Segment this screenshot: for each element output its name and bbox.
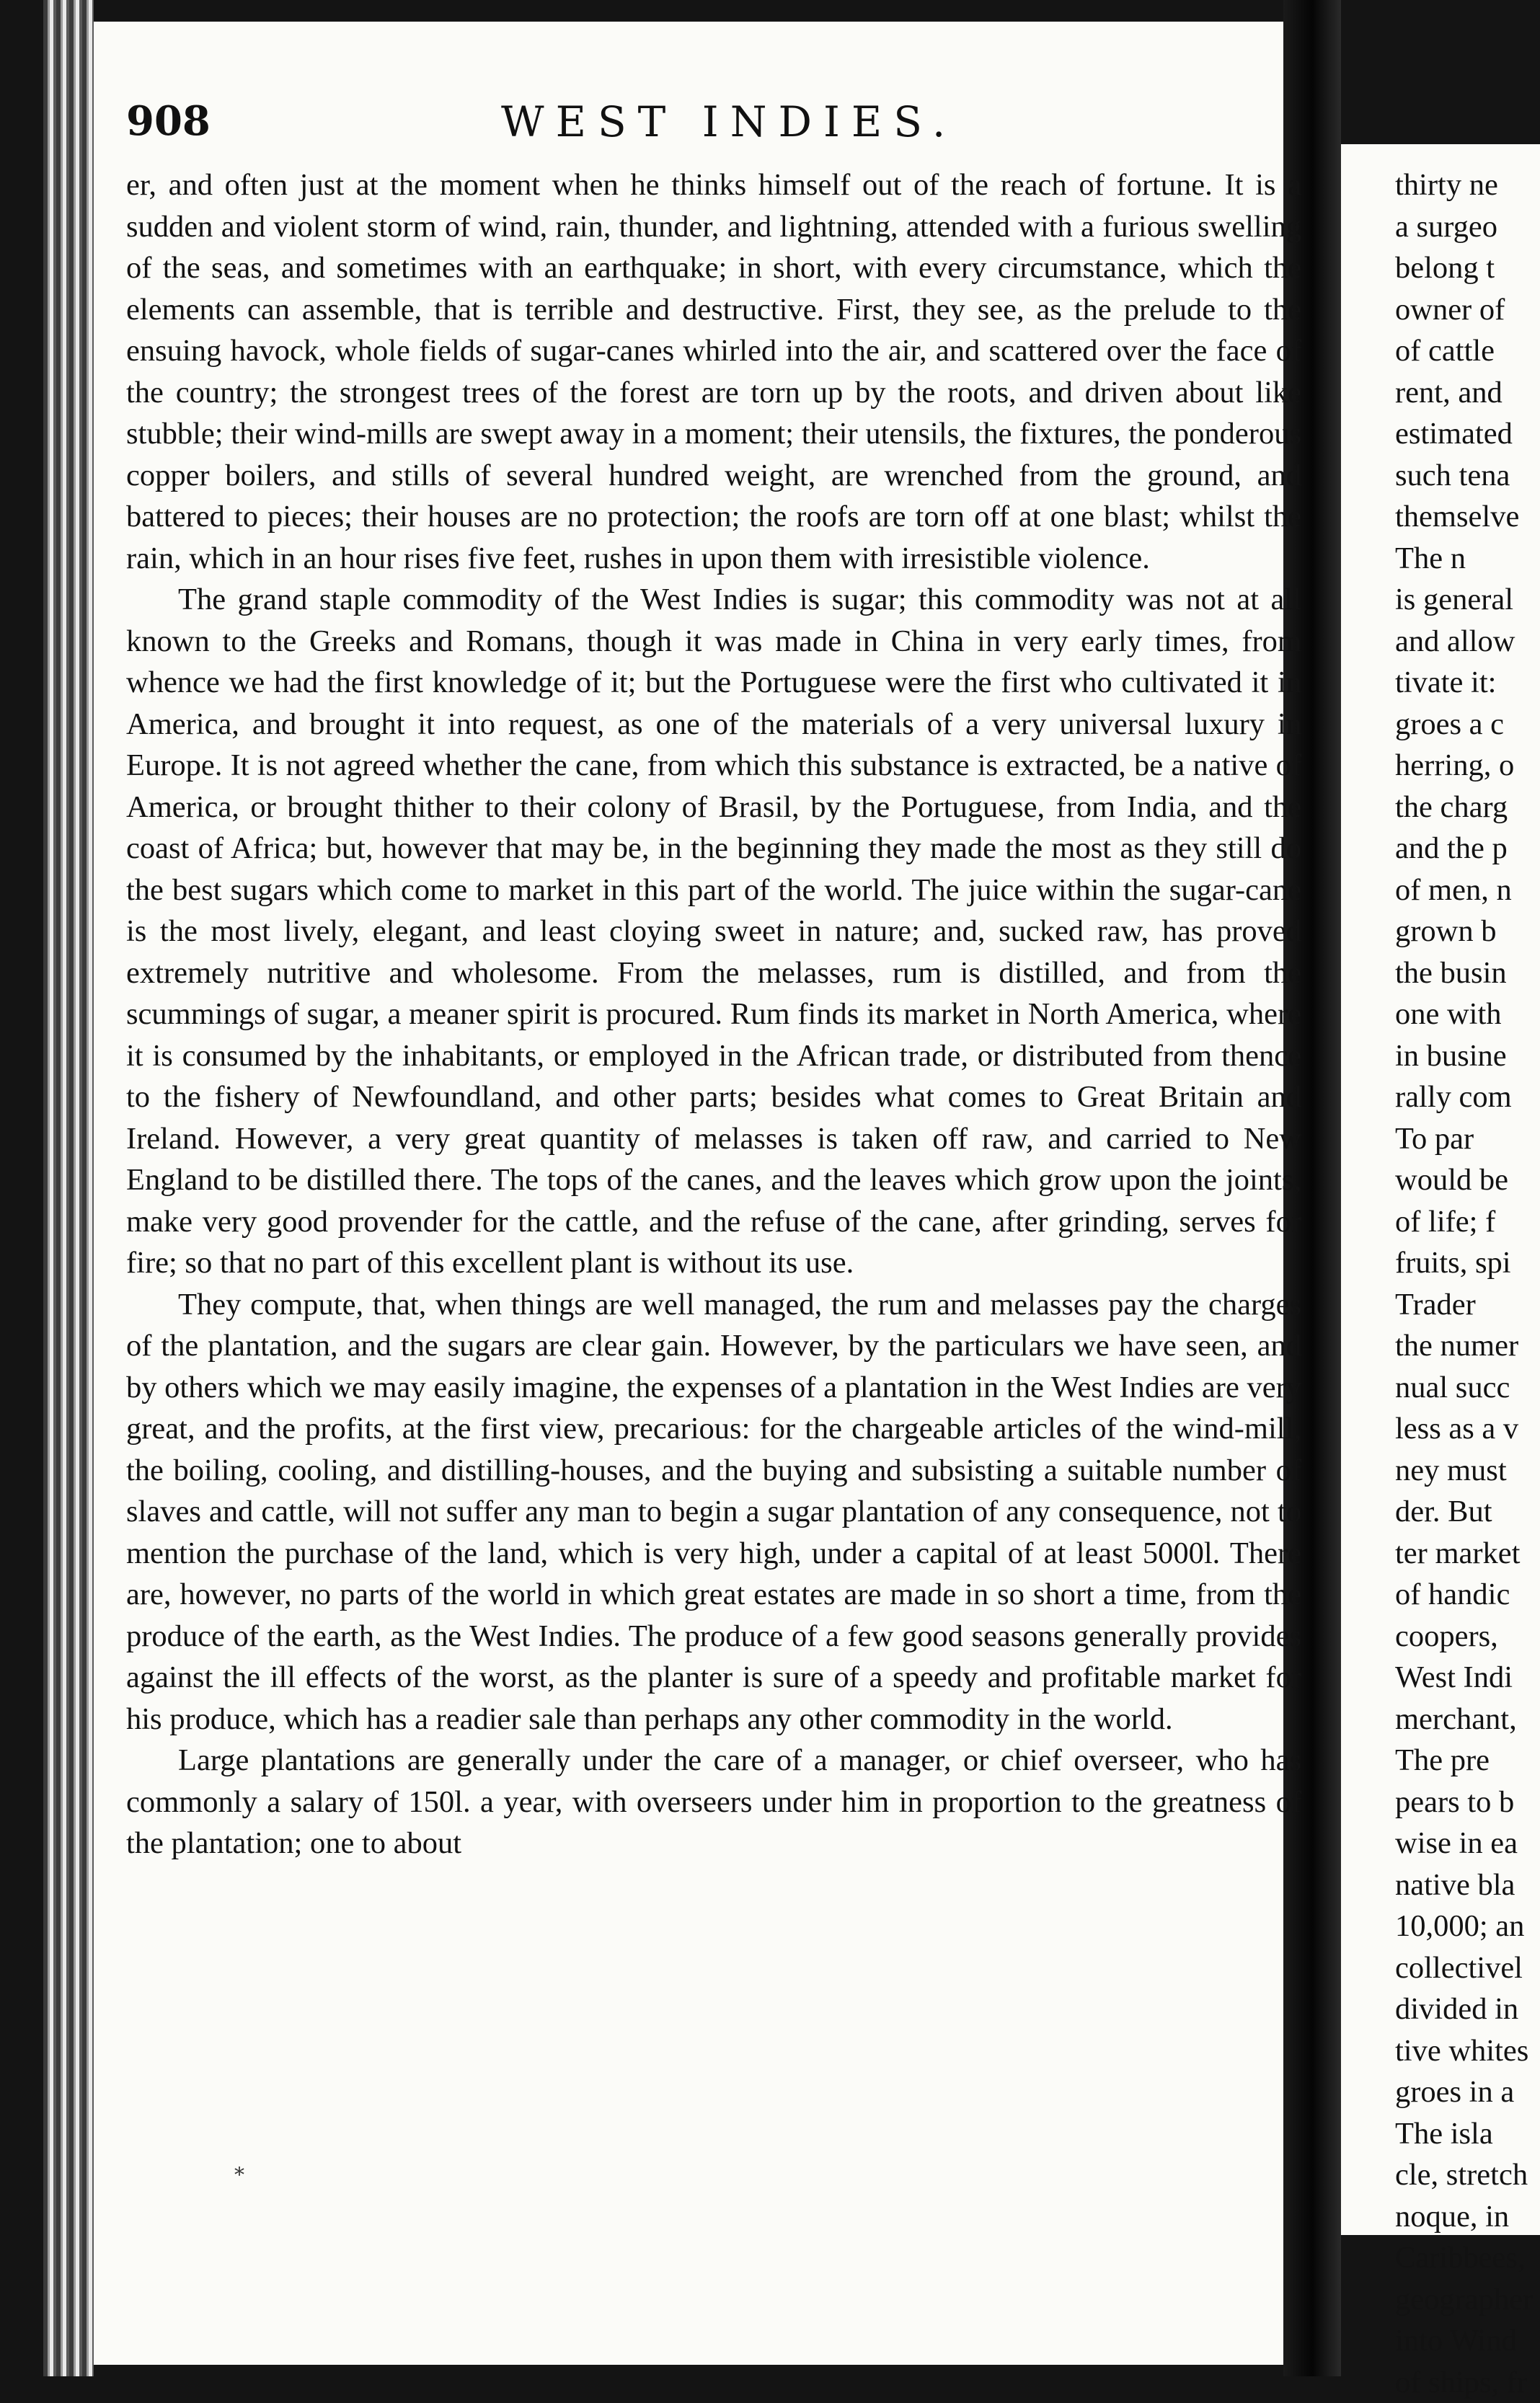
right-page-line: geographer — [1395, 2279, 1540, 2321]
right-page-line: estimated — [1395, 413, 1540, 455]
right-page-line: merchant, — [1395, 1699, 1540, 1740]
right-page-line: of men, n — [1395, 869, 1540, 911]
footer-mark: * — [234, 2163, 244, 2187]
right-page-line: into Wind — [1395, 2320, 1540, 2362]
right-page-line: grown b — [1395, 911, 1540, 952]
running-head — [126, 97, 1280, 155]
right-page-line: der. But — [1395, 1491, 1540, 1533]
running-title: WEST INDIES. — [501, 97, 957, 146]
right-page-line: native bla — [1395, 1864, 1540, 1906]
right-page-line: tivate it: — [1395, 662, 1540, 704]
right-page-line: belong t — [1395, 247, 1540, 289]
paragraph-profits: They compute, that, when things are well managed, the rum and melasses pay the charges of the plantation, and the sugars are clear gain. However, by the particulars we have seen, and by others which we may easily imagine, the expenses of a plantation in the West Indies are very great, and the profits, at the first view, precarious: for the chargeable articles of the wind-mill, the boiling, cooling, and distilling-houses, and the buying and subsisting a suitable number of slaves and cattle, will not suffer any man to begin a sugar plantation of any consequence, not to mention the purchase of the land, which is very high, under a capital of at least 5000l. There are, however, no parts of the world in which great estates are made in so short a time, from the produce of the earth, as the West Indies. The produce of a few good seasons generally provides against the ill effects of the worst, as the planter is sure of a speedy and profitable market for his produce, which has a readier sale than perhaps any other commodity in the world. — [126, 1284, 1301, 1740]
right-page-text-fragments — [1395, 164, 1540, 2403]
right-page-line: coopers, — [1395, 1616, 1540, 1658]
right-page-line: herring, o — [1395, 745, 1540, 787]
right-page-line: of ships, fr — [1395, 2362, 1540, 2403]
paragraph-sugar: The grand staple commodity of the West Indies is sugar; this commodity was not at all known to the Greeks and Romans, though it was made in China in very early times, from whence we had the first knowledge of it; but the Portuguese were the first who cultivated it in America, and brought it into request, as one of the materials of a very universal luxury in Europe. It is not agreed whether the cane, from which this substance is extracted, be a native of America, or brought thither to their colony of Brasil, by the Portuguese, from India, and the coast of Africa; but, however that may be, in the beginning they made the most as they still do the best sugars which come to market in this part of the world. The juice within the sugar-cane is the most lively, elegant, and least cloying sweet in nature; and, sucked raw, has proved extremely nutritive and wholesome. From the melasses, rum is distilled, and from the scummings of sugar, a meaner spirit is procured. Rum finds its market in North America, where it is consumed by the inhabitants, or employed in the African trade, or distributed from thence to the fishery of Newfoundland, and other parts; besides what comes to Great Britain and Ireland. However, a very great quantity of melasses is taken off raw, and carried to New England to be distilled there. The tops of the canes, and the leaves which grow upon the joints, make very good provender for the cattle, and the refuse of the cane, after grinding, serves for fire; so that no part of this excellent plant is without its use. — [126, 579, 1301, 1284]
right-page-line: of life; f — [1395, 1201, 1540, 1243]
right-page-line: one with — [1395, 993, 1540, 1035]
right-page-line: West Indi — [1395, 1657, 1540, 1699]
right-page-line: would be — [1395, 1159, 1540, 1201]
right-page-line: of cattle — [1395, 330, 1540, 372]
right-page-line: owner of — [1395, 289, 1540, 331]
paragraph-hurricane: er, and often just at the moment when he thinks himself out of the reach of fortune. It is a sudden and violent storm of wind, rain, thunder, and lightning, attended with a furious swelling of the seas, and sometimes with an earthquake; in short, with every circumstance, which the elements can assemble, that is terrible and destructive. First, they see, as the prelude to the ensuing havock, whole fields of sugar-canes whirled into the air, and scattered over the face of the country; the strongest trees of the forest are torn up by the roots, and driven about like stubble; their wind-mills are swept away in a moment; their utensils, the fixtures, the ponderous copper boilers, and stills of several hundred weight, are wrenched from the ground, and battered to pieces; their houses are no protection; the roofs are torn off at one blast; whilst the rain, which in an hour rises five feet, rushes in upon them with irresistible violence. — [126, 164, 1301, 579]
right-page-line: Trader — [1395, 1284, 1540, 1326]
right-page-line: ter market — [1395, 1533, 1540, 1575]
right-page-line: the busin — [1395, 952, 1540, 994]
right-page-line: such tena — [1395, 455, 1540, 497]
right-page-line: and the p — [1395, 828, 1540, 869]
right-page-line: groes in a — [1395, 2071, 1540, 2113]
right-page-line: a surgeo — [1395, 206, 1540, 248]
paragraph-plantations: Large plantations are generally under the care of a manager, or chief overseer, who has commonly a salary of 150l. a year, with overseers under him in proportion to the greatness of the plantation; one to about — [126, 1740, 1301, 1864]
right-page-line: wise in ea — [1395, 1823, 1540, 1864]
right-page-line: tive whites — [1395, 2030, 1540, 2072]
right-page-line: ney must — [1395, 1450, 1540, 1492]
right-page-line: rally com — [1395, 1076, 1540, 1118]
right-page-line: rent, and — [1395, 372, 1540, 414]
right-page-line: divided in — [1395, 1988, 1540, 2030]
page-edges — [43, 0, 94, 2376]
right-page-line: pears to b — [1395, 1782, 1540, 1823]
right-page-line: themselve — [1395, 496, 1540, 538]
right-page-line: To par — [1395, 1118, 1540, 1160]
right-page-line: groes a c — [1395, 704, 1540, 745]
main-text-column — [126, 164, 1301, 1864]
right-page-line: and allow — [1395, 621, 1540, 663]
right-page-line: the charg — [1395, 787, 1540, 828]
right-page-line: less as a v — [1395, 1408, 1540, 1450]
page-number: 908 — [126, 97, 211, 145]
right-page-line: of handic — [1395, 1574, 1540, 1616]
right-page-line: in busine — [1395, 1035, 1540, 1077]
right-page-line: nual succ — [1395, 1367, 1540, 1409]
right-page-line: Caribbees, — [1395, 2237, 1540, 2279]
right-page-line: 10,000; an — [1395, 1906, 1540, 1947]
right-page-line: is general — [1395, 579, 1540, 621]
right-page-line: The pre — [1395, 1740, 1540, 1782]
right-page-line: the numer — [1395, 1325, 1540, 1367]
right-page-line: cle, stretch — [1395, 2154, 1540, 2196]
right-page-line: fruits, spi — [1395, 1242, 1540, 1284]
right-page-line: noque, in — [1395, 2196, 1540, 2238]
right-page-line: collectivel — [1395, 1947, 1540, 1989]
right-page-line: The isla — [1395, 2113, 1540, 2155]
right-page-line: thirty ne — [1395, 164, 1540, 206]
right-page-line: The n — [1395, 538, 1540, 580]
